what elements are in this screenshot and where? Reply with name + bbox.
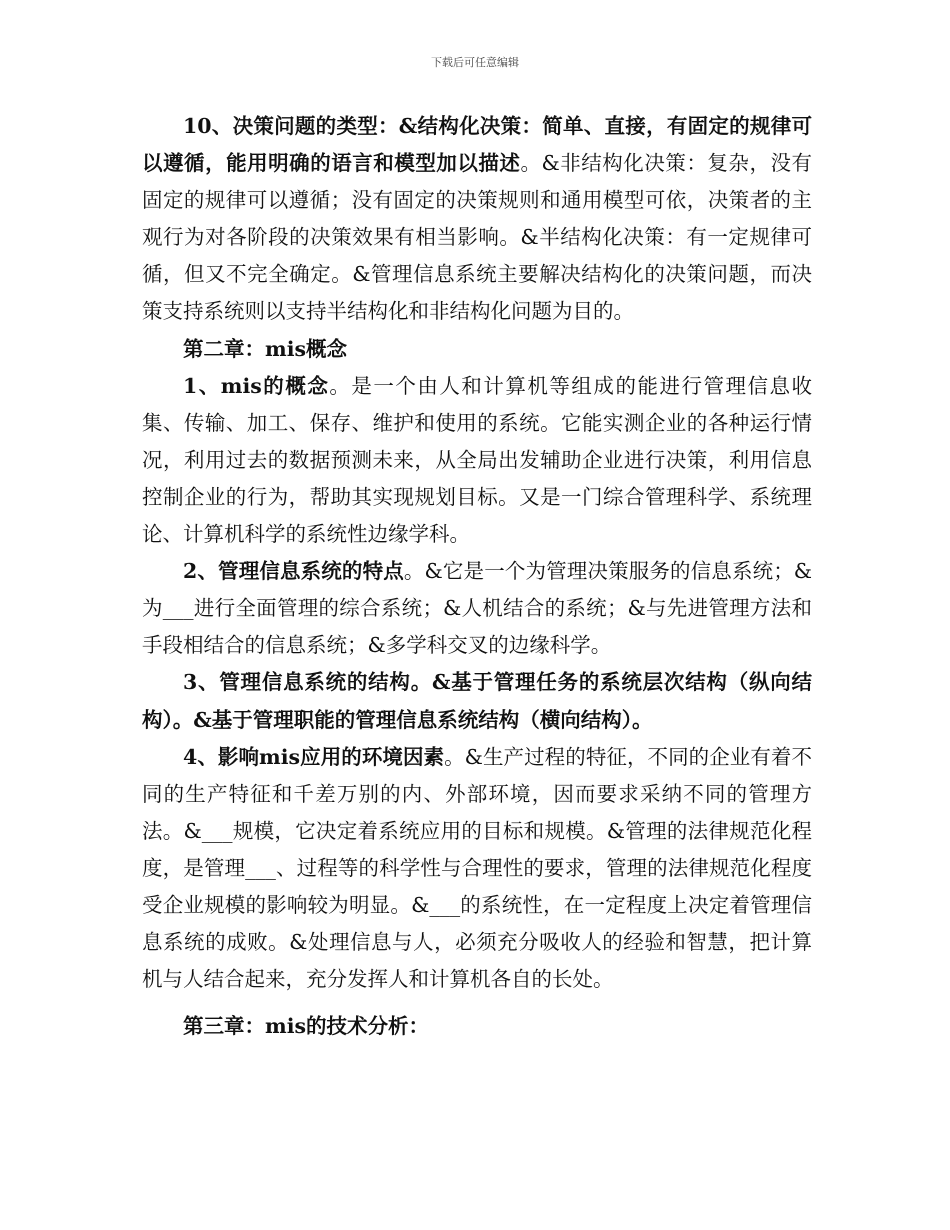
paragraph-mis-features <box>142 553 812 664</box>
paragraph-text: 。&生产过程的特征，不同的企业有着不同的生产特征和千差万别的内、外部环境，因而要求采纳不同的管理方法。&___规模，它决定着系统应用的目标和规模。&管理的法律规范化程度，是管理___、过程等的科学性与合理性的要求，管理的法律规范化程度受企业规模的影响较为明显。&___的系统性，在一定程度上决定着管理信息系统的成败。&处理信息与人，必须充分吸收人的经验和智慧，把计算机与人结合起来，充分发挥人和计算机各自的长处。 <box>142 744 812 992</box>
paragraph-text: 。&非结构化决策：复杂，没有固定的规律可以遵循；没有固定的决策规则和通用模型可依，决策者的主观行为对各阶段的决策效果有相当影响。&半结构化决策：有一定规律可循，但又不完全确定。&管理信息系统主要解决结构化的决策问题，而决策支持系统则以支持半结构化和非结构化问题为目的。 <box>142 151 812 324</box>
paragraph-mis-structure <box>142 664 812 738</box>
paragraph-lead: 10、决策问题的类型：&结构化决策：简单、直接，有固定的规律可以遵循，能用明确的语言和模型加以描述 <box>142 114 812 176</box>
paragraph-lead: 3、管理信息系统的结构。&基于管理任务的系统层次结构（纵向结构）。&基于管理职能的管理信息系统结构（横向结构）。 <box>142 670 812 732</box>
paragraph-lead: 2、管理信息系统的特点 <box>183 559 404 584</box>
paragraph-text: 。是一个由人和计算机等组成的能进行管理信息收集、传输、加工、保存、维护和使用的系统。它能实测企业的各种运行情况，利用过去的数据预测未来，从全局出发辅助企业进行决策，利用信息控制企业的行为，帮助其实现规划目标。又是一门综合管理科学、系统理论、计算机科学的系统性边缘学科。 <box>142 373 813 547</box>
document-body <box>142 108 812 1045</box>
page-header: 下载后可任意编辑 <box>431 56 519 69</box>
paragraph-mis-concept <box>142 368 812 553</box>
paragraph-text: 。&它是一个为管理决策服务的信息系统；&为___进行全面管理的综合系统；&人机结合的系统；&与先进管理方法和手段相结合的信息系统；&多学科交叉的边缘科学。 <box>142 559 812 658</box>
paragraph-decision-types <box>142 108 812 331</box>
chapter-3-heading: 第三章：mis的技术分析： <box>183 1014 430 1039</box>
paragraph-environment-factors <box>142 739 812 999</box>
chapter-2-heading: 第二章：mis概念 <box>183 336 348 361</box>
paragraph-lead: 1、mis的概念 <box>183 373 330 398</box>
paragraph-lead: 4、影响mis应用的环境因素 <box>183 744 445 769</box>
